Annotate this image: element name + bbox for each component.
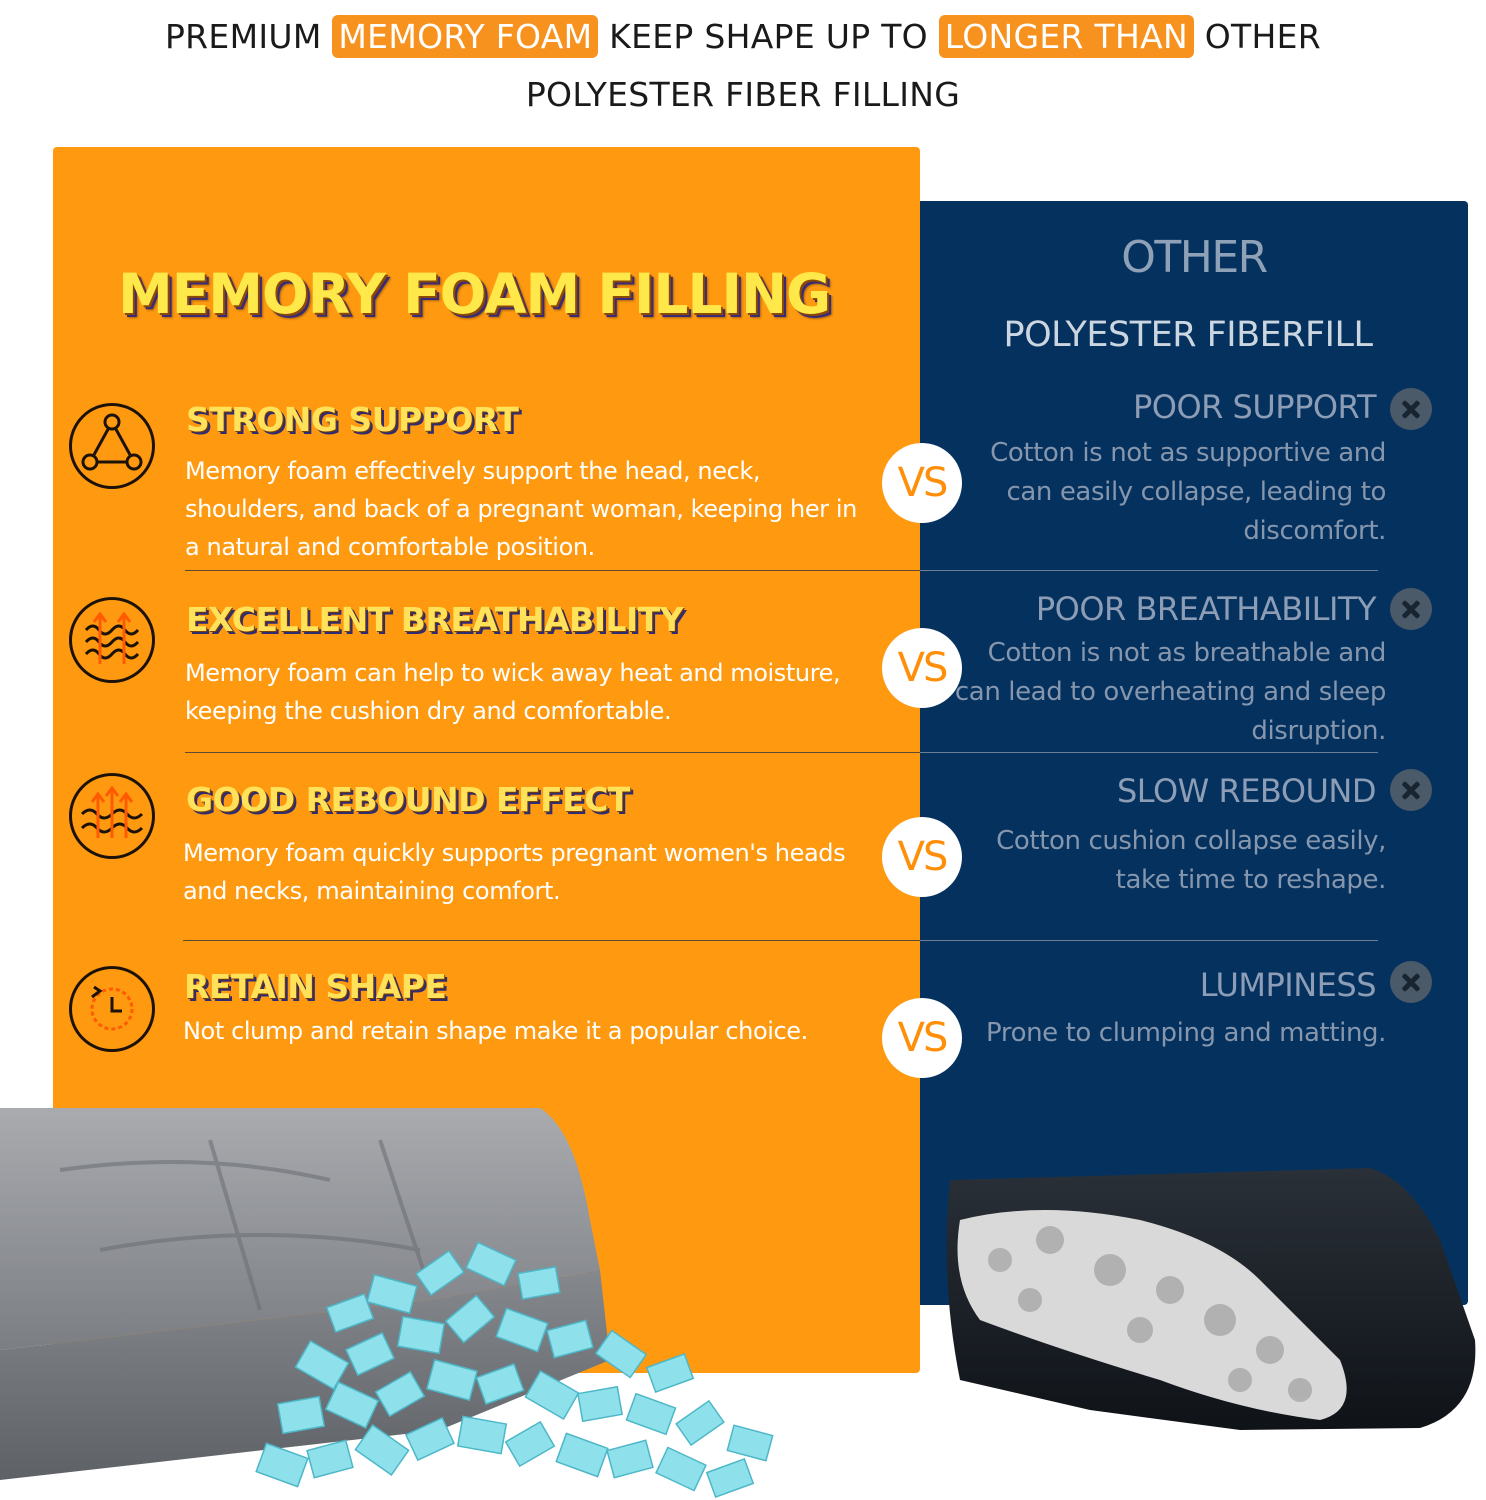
headline [0,8,1486,124]
headline-part-1: PREMIUM [164,17,333,56]
vs-badge: VS [882,998,962,1078]
cons-title-poor-support: POOR SUPPORT [1132,388,1376,426]
headline-part-2: KEEP SHAPE UP TO [598,17,939,56]
feature-desc-good-rebound-effect: Memory foam quickly supports pregnant women's heads and necks, maintaining comfort. [183,839,846,905]
polyester-fiberfill-title: POLYESTER FIBERFILL [1003,315,1373,355]
divider-right-3 [920,940,1378,941]
clock-shape-icon [69,966,155,1052]
divider-left-2 [185,752,920,753]
other-title: OTHER [1121,232,1267,283]
vs-badge: VS [882,443,962,523]
divider-left-3 [183,940,920,941]
memory-foam-cushion-image [0,1100,820,1500]
x-mark-icon [1390,769,1432,811]
x-mark-icon [1390,588,1432,630]
x-mark-icon [1390,961,1432,1003]
cons-desc-slow-rebound: Cotton cushion collapse easily, take time to reshape. [996,826,1386,895]
vs-badge: VS [882,628,962,708]
cons-title-lumpiness: LUMPINESS [1199,966,1376,1004]
headline-line-1 [0,8,1486,66]
rebound-arrows-icon [69,773,155,859]
feature-desc-retain-shape: Not clump and retain shape make it a popular choice. [183,1017,808,1045]
other-fiberfill-panel [920,201,1468,1305]
polyester-cushion-image [940,1160,1486,1440]
triangle-support-icon [69,403,155,489]
feature-title-retain-shape: RETAIN SHAPE [184,967,447,1006]
divider-right-2 [920,752,1378,753]
feature-title-excellent-breathability: EXCELLENT BREATHABILITY [186,600,684,639]
headline-highlight-longer-than: LONGER THAN [939,15,1194,58]
headline-line-2: POLYESTER FIBER FILLING [525,75,961,114]
airflow-waves-icon [69,597,155,683]
divider-right-1 [920,570,1378,571]
memory-foam-title: MEMORY FOAM FILLING [118,262,831,326]
divider-left-1 [185,570,920,571]
headline-part-3: OTHER [1193,17,1322,56]
headline-highlight-memory-foam: MEMORY FOAM [332,15,598,58]
feature-desc-strong-support: Memory foam effectively support the head, neck, shoulders, and back of a pregnant woman, keeping her in a natural and comfortable position. [185,457,857,561]
cons-desc-lumpiness: Prone to clumping and matting. [986,1018,1386,1048]
feature-title-strong-support: STRONG SUPPORT [186,400,519,439]
feature-title-good-rebound-effect: GOOD REBOUND EFFECT [186,780,630,819]
vs-badge: VS [882,817,962,897]
feature-desc-excellent-breathability: Memory foam can help to wick away heat and moisture, keeping the cushion dry and comfortable. [185,659,841,725]
cons-desc-poor-support: Cotton is not as supportive and can easily collapse, leading to discomfort. [990,438,1386,546]
cons-desc-poor-breathability: Cotton is not as breathable and can lead to overheating and sleep disruption. [954,638,1386,746]
cons-title-poor-breathability: POOR BREATHABILITY [1035,590,1376,628]
cons-title-slow-rebound: SLOW REBOUND [1116,772,1376,810]
x-mark-icon [1390,388,1432,430]
